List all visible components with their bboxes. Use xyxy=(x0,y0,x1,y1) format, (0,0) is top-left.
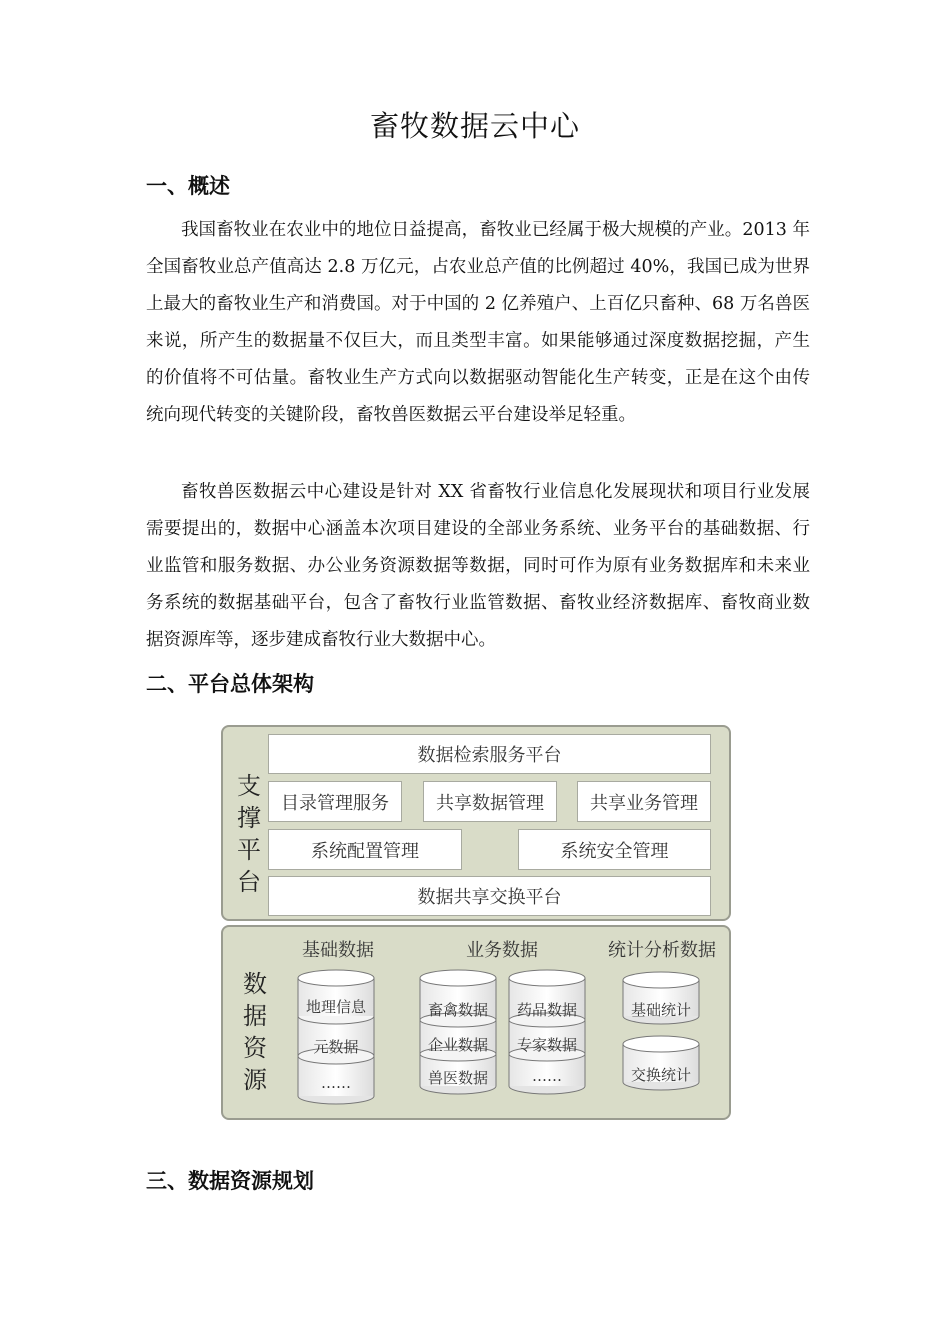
section-heading-overview: 一、概述 xyxy=(146,174,230,198)
stats-data-heading: 统计分析数据 xyxy=(608,940,716,961)
paragraph-overview-1: 我国畜牧业在农业中的地位日益提高，畜牧业已经属于极大规模的产业。2013 年全国畜牧业总产值高达 2.8 万亿元，占农业总产值的比例超过 40%，我国已成为世界上最大的畜牧业生产和消费国。对于中国的 2 亿养殖户、上百亿只畜种、68 万名兽医来说，所产生的数据量不仅巨大，而且类型丰富。如果能够通过深度数据挖掘，产生的价值将不可估量。畜牧业生产方式向以数据驱动智能化生产转变，正是在这个由传统向现代转变的关键阶段，畜牧兽医数据云平台建设举足轻重。 xyxy=(146,220,810,425)
cylinder-label-expert: 专家数据 xyxy=(516,1036,577,1054)
cylinder-label-livestock: 畜禽数据 xyxy=(427,1001,488,1019)
cylinder-label-business-more: …… xyxy=(532,1067,562,1085)
cylinder-label-basic-stats: 基础统计 xyxy=(630,1001,691,1019)
section-heading-data-planning: 三、数据资源规划 xyxy=(146,1169,314,1193)
cylinder-label-metadata: 元数据 xyxy=(313,1038,359,1056)
business-data-heading: 业务数据 xyxy=(466,940,538,961)
support-platform-label: 支 撑 平 台 xyxy=(237,772,261,896)
shared-business-box: 共享业务管理 xyxy=(577,781,711,822)
cylinder-label-medicine: 药品数据 xyxy=(516,1001,577,1019)
page-title: 畜牧数据云中心 xyxy=(369,109,580,143)
cylinder-label-geo: 地理信息 xyxy=(305,998,366,1016)
cylinder-label-basic-more: …… xyxy=(321,1074,351,1092)
system-config-box: 系统配置管理 xyxy=(268,829,462,870)
cylinder-label-enterprise: 企业数据 xyxy=(427,1036,488,1054)
data-search-platform-box: 数据检索服务平台 xyxy=(268,734,711,774)
data-resource-label: 数 据 资 源 xyxy=(243,970,267,1094)
shared-data-box: 共享数据管理 xyxy=(423,781,557,822)
data-exchange-platform-box: 数据共享交换平台 xyxy=(268,876,711,916)
section-heading-architecture: 二、平台总体架构 xyxy=(146,672,314,696)
catalog-service-box: 目录管理服务 xyxy=(268,781,402,822)
system-security-box: 系统安全管理 xyxy=(518,829,711,870)
basic-data-heading: 基础数据 xyxy=(302,940,374,961)
cylinder-label-exchange-stats: 交换统计 xyxy=(630,1066,691,1084)
cylinder-label-vet: 兽医数据 xyxy=(427,1069,488,1087)
paragraph-overview-2: 畜牧兽医数据云中心建设是针对 XX 省畜牧行业信息化发展现状和项目行业发展需要提出的，数据中心涵盖本次项目建设的全部业务系统、业务平台的基础数据、行业监管和服务数据、办公业务资源数据等数据，同时可作为原有业务数据库和未来业务系统的数据基础平台，包含了畜牧行业监管数据、畜牧业经济数据库、畜牧商业数据资源库等，逐步建成畜牧行业大数据中心。 xyxy=(146,482,810,650)
